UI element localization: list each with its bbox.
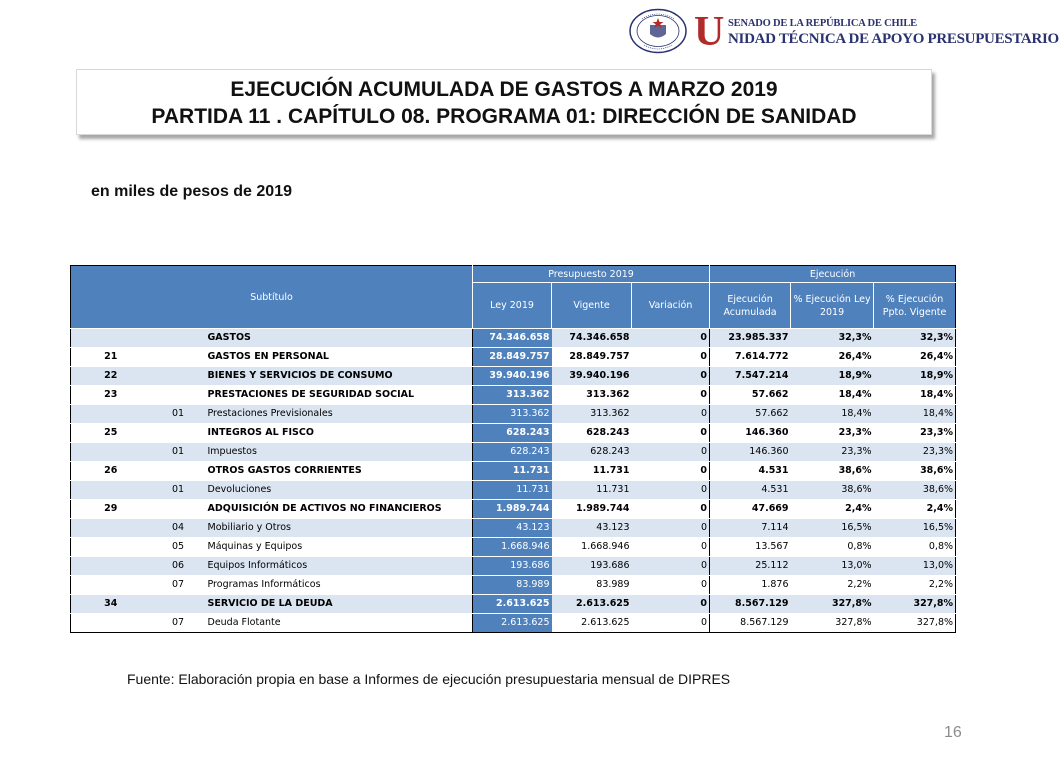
title-box: [76, 69, 932, 135]
cell-variacion: 0: [632, 538, 710, 557]
cell-ejecucion: 47.669: [710, 500, 791, 519]
cell-subtitulo: [71, 614, 151, 633]
cell-item: [151, 595, 206, 614]
cell-ejecucion: 25.112: [710, 557, 791, 576]
header-ejecucion: Ejecución: [710, 266, 956, 283]
cell-vigente: 74.346.658: [552, 329, 632, 348]
table-row: [71, 595, 956, 614]
cell-subtitulo: 22: [71, 367, 151, 386]
table-row: [71, 538, 956, 557]
cell-vigente: 193.686: [552, 557, 632, 576]
table-row: [71, 348, 956, 367]
cell-variacion: 0: [632, 462, 710, 481]
table-body: [71, 329, 956, 633]
cell-pct-vig: 327,8%: [874, 595, 956, 614]
cell-ley: 628.243: [473, 424, 552, 443]
cell-variacion: 0: [632, 367, 710, 386]
cell-pct-ley: 18,4%: [791, 386, 874, 405]
cell-pct-vig: 38,6%: [874, 462, 956, 481]
cell-ejecucion: 7.614.772: [710, 348, 791, 367]
senate-seal-icon: [628, 8, 688, 54]
cell-ley: 1.989.744: [473, 500, 552, 519]
cell-variacion: 0: [632, 500, 710, 519]
cell-name: ADQUISICIÓN DE ACTIVOS NO FINANCIEROS: [206, 500, 473, 519]
table-row: [71, 405, 956, 424]
cell-vigente: 11.731: [552, 481, 632, 500]
cell-name: GASTOS: [206, 329, 473, 348]
cell-pct-vig: 18,4%: [874, 405, 956, 424]
title-line-1: EJECUCIÓN ACUMULADA DE GASTOS A MARZO 2019: [230, 78, 778, 101]
cell-ley: 11.731: [473, 462, 552, 481]
title-line-2: PARTIDA 11 . CAPÍTULO 08. PROGRAMA 01: DIRECCIÓN DE SANIDAD: [151, 105, 857, 128]
cell-ley: 2.613.625: [473, 595, 552, 614]
cell-ejecucion: 57.662: [710, 405, 791, 424]
cell-name: GASTOS EN PERSONAL: [206, 348, 473, 367]
cell-vigente: 313.362: [552, 386, 632, 405]
cell-ejecucion: 7.547.214: [710, 367, 791, 386]
cell-pct-vig: 23,3%: [874, 424, 956, 443]
cell-pct-vig: 13,0%: [874, 557, 956, 576]
cell-ley: 83.989: [473, 576, 552, 595]
cell-item: [151, 500, 206, 519]
cell-ejecucion: 146.360: [710, 424, 791, 443]
cell-item: 07: [151, 614, 206, 633]
cell-pct-ley: 23,3%: [791, 424, 874, 443]
cell-ley: 313.362: [473, 386, 552, 405]
cell-subtitulo: 21: [71, 348, 151, 367]
cell-item: 06: [151, 557, 206, 576]
cell-subtitulo: [71, 329, 151, 348]
cell-ley: 628.243: [473, 443, 552, 462]
cell-subtitulo: [71, 405, 151, 424]
cell-vigente: 1.989.744: [552, 500, 632, 519]
cell-name: Devoluciones: [206, 481, 473, 500]
cell-item: [151, 329, 206, 348]
cell-ley: 43.123: [473, 519, 552, 538]
cell-ejecucion: 23.985.337: [710, 329, 791, 348]
cell-pct-vig: 2,4%: [874, 500, 956, 519]
cell-pct-vig: 26,4%: [874, 348, 956, 367]
table-row: [71, 424, 956, 443]
cell-variacion: 0: [632, 386, 710, 405]
cell-variacion: 0: [632, 614, 710, 633]
cell-pct-ley: 327,8%: [791, 614, 874, 633]
cell-name: OTROS GASTOS CORRIENTES: [206, 462, 473, 481]
cell-pct-ley: 38,6%: [791, 481, 874, 500]
cell-variacion: 0: [632, 557, 710, 576]
page-number: 16: [944, 724, 962, 741]
cell-pct-ley: 32,3%: [791, 329, 874, 348]
cell-ejecucion: 146.360: [710, 443, 791, 462]
cell-variacion: 0: [632, 405, 710, 424]
cell-name: Deuda Flotante: [206, 614, 473, 633]
header-logo: [628, 8, 1059, 56]
header-ejec-acum: Ejecución Acumulada: [710, 283, 791, 329]
cell-pct-ley: 16,5%: [791, 519, 874, 538]
cell-ejecucion: 4.531: [710, 481, 791, 500]
cell-vigente: 2.613.625: [552, 595, 632, 614]
cell-pct-vig: 0,8%: [874, 538, 956, 557]
cell-name: BIENES Y SERVICIOS DE CONSUMO: [206, 367, 473, 386]
cell-name: Mobiliario y Otros: [206, 519, 473, 538]
cell-variacion: 0: [632, 348, 710, 367]
table-row: [71, 557, 956, 576]
table-row: [71, 462, 956, 481]
cell-ley: 313.362: [473, 405, 552, 424]
cell-ejecucion: 4.531: [710, 462, 791, 481]
cell-subtitulo: 26: [71, 462, 151, 481]
cell-name: Programas Informáticos: [206, 576, 473, 595]
cell-pct-ley: 18,9%: [791, 367, 874, 386]
table-row: [71, 386, 956, 405]
cell-vigente: 11.731: [552, 462, 632, 481]
cell-ley: 74.346.658: [473, 329, 552, 348]
cell-item: [151, 424, 206, 443]
cell-variacion: 0: [632, 519, 710, 538]
brand-line-unidad: NIDAD TÉCNICA DE APOYO PRESUPUESTARIO: [728, 31, 1059, 47]
cell-subtitulo: 34: [71, 595, 151, 614]
cell-vigente: 28.849.757: [552, 348, 632, 367]
cell-ley: 39.940.196: [473, 367, 552, 386]
cell-name: Máquinas y Equipos: [206, 538, 473, 557]
cell-item: 07: [151, 576, 206, 595]
brand-name: [694, 9, 1059, 55]
cell-ejecucion: 7.114: [710, 519, 791, 538]
table-row: [71, 367, 956, 386]
cell-name: Impuestos: [206, 443, 473, 462]
cell-variacion: 0: [632, 595, 710, 614]
cell-pct-ley: 13,0%: [791, 557, 874, 576]
table-header-row-1: [71, 266, 956, 283]
cell-ley: 193.686: [473, 557, 552, 576]
cell-vigente: 83.989: [552, 576, 632, 595]
cell-ejecucion: 57.662: [710, 386, 791, 405]
header-variacion: Variación: [632, 283, 710, 329]
source-note: Fuente: Elaboración propia en base a Informes de ejecución presupuestaria mensual de DIPRES: [127, 671, 731, 687]
cell-ejecucion: 8.567.129: [710, 595, 791, 614]
cell-pct-vig: 327,8%: [874, 614, 956, 633]
cell-item: [151, 386, 206, 405]
cell-variacion: 0: [632, 443, 710, 462]
cell-vigente: 628.243: [552, 443, 632, 462]
cell-name: Prestaciones Previsionales: [206, 405, 473, 424]
cell-pct-ley: 23,3%: [791, 443, 874, 462]
cell-ley: 2.613.625: [473, 614, 552, 633]
cell-pct-ley: 0,8%: [791, 538, 874, 557]
cell-ley: 28.849.757: [473, 348, 552, 367]
cell-pct-ley: 18,4%: [791, 405, 874, 424]
header-pct-ley: % Ejecución Ley 2019: [791, 283, 874, 329]
cell-subtitulo: 29: [71, 500, 151, 519]
header-vigente: Vigente: [552, 283, 632, 329]
cell-name: Equipos Informáticos: [206, 557, 473, 576]
budget-table: [70, 265, 956, 633]
cell-subtitulo: [71, 481, 151, 500]
cell-ejecucion: 8.567.129: [710, 614, 791, 633]
cell-subtitulo: [71, 519, 151, 538]
table-row: [71, 614, 956, 633]
cell-subtitulo: [71, 557, 151, 576]
cell-ejecucion: 13.567: [710, 538, 791, 557]
cell-pct-vig: 18,4%: [874, 386, 956, 405]
cell-pct-ley: 327,8%: [791, 595, 874, 614]
cell-vigente: 628.243: [552, 424, 632, 443]
cell-subtitulo: [71, 576, 151, 595]
cell-pct-ley: 38,6%: [791, 462, 874, 481]
cell-pct-vig: 16,5%: [874, 519, 956, 538]
cell-subtitulo: [71, 443, 151, 462]
header-ley: Ley 2019: [473, 283, 552, 329]
header-pct-vig: % Ejecución Ppto. Vigente: [874, 283, 956, 329]
cell-ejecucion: 1.876: [710, 576, 791, 595]
cell-item: 05: [151, 538, 206, 557]
brand-initial: U: [694, 9, 725, 55]
cell-vigente: 1.668.946: [552, 538, 632, 557]
cell-name: INTEGROS AL FISCO: [206, 424, 473, 443]
cell-ley: 11.731: [473, 481, 552, 500]
cell-item: [151, 462, 206, 481]
cell-pct-vig: 32,3%: [874, 329, 956, 348]
cell-pct-ley: 2,4%: [791, 500, 874, 519]
cell-pct-vig: 18,9%: [874, 367, 956, 386]
table-row: [71, 329, 956, 348]
cell-item: 01: [151, 443, 206, 462]
cell-pct-vig: 23,3%: [874, 443, 956, 462]
cell-item: [151, 348, 206, 367]
cell-item: 01: [151, 405, 206, 424]
cell-subtitulo: [71, 538, 151, 557]
cell-variacion: 0: [632, 329, 710, 348]
cell-name: PRESTACIONES DE SEGURIDAD SOCIAL: [206, 386, 473, 405]
cell-pct-vig: 2,2%: [874, 576, 956, 595]
cell-vigente: 39.940.196: [552, 367, 632, 386]
cell-vigente: 2.613.625: [552, 614, 632, 633]
header-presupuesto: Presupuesto 2019: [473, 266, 710, 283]
table-row: [71, 443, 956, 462]
table-row: [71, 500, 956, 519]
cell-variacion: 0: [632, 481, 710, 500]
cell-vigente: 43.123: [552, 519, 632, 538]
cell-item: 04: [151, 519, 206, 538]
cell-pct-vig: 38,6%: [874, 481, 956, 500]
table-row: [71, 481, 956, 500]
cell-pct-ley: 26,4%: [791, 348, 874, 367]
cell-subtitulo: 25: [71, 424, 151, 443]
table-row: [71, 576, 956, 595]
cell-pct-ley: 2,2%: [791, 576, 874, 595]
cell-item: [151, 367, 206, 386]
cell-item: 01: [151, 481, 206, 500]
units-label: en miles de pesos de 2019: [91, 183, 292, 200]
cell-ley: 1.668.946: [473, 538, 552, 557]
cell-variacion: 0: [632, 576, 710, 595]
header-subtitulo: Subtítulo: [71, 266, 473, 329]
cell-name: SERVICIO DE LA DEUDA: [206, 595, 473, 614]
cell-variacion: 0: [632, 424, 710, 443]
brand-line-senado: SENADO DE LA REPÚBLICA DE CHILE: [728, 18, 917, 29]
table-row: [71, 519, 956, 538]
cell-subtitulo: 23: [71, 386, 151, 405]
cell-vigente: 313.362: [552, 405, 632, 424]
